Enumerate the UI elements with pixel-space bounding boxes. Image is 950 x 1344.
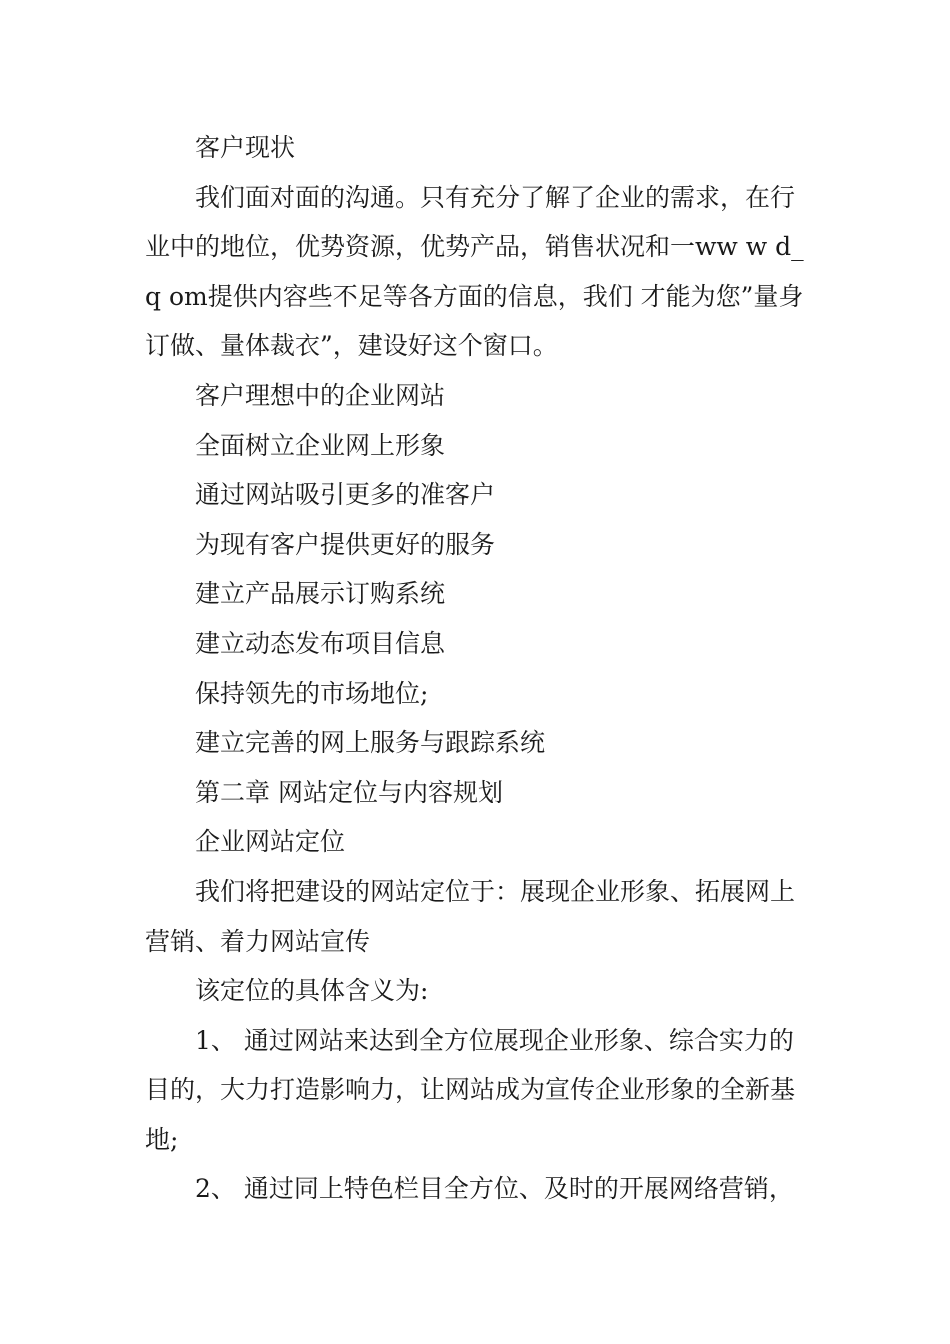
document-body [145,123,809,1214]
numbered-item-2: 2、 通过同上特色栏目全方位、及时的开展网络营销， [195,1174,794,1204]
list-item: 通过网站吸引更多的准客户 [195,480,496,510]
list-item: 建立完善的网上服务与跟踪系统 [195,728,546,758]
section-heading-customer-status: 客户现状 [195,133,296,162]
list-item: 建立动态发布项目信息 [195,628,446,658]
paragraph-positioning: 我们将把建设的网站定位于：展现企业形象、拓展网上营销、着力网站宣传 [145,876,796,956]
section-heading-ideal-website: 客户理想中的企业网站 [195,380,446,410]
list-item: 全面树立企业网上形象 [195,430,446,460]
numbered-item-1: 1、 通过网站来达到全方位展现企业形象、综合实力的目的，大力打造影响力，让网站成为宣传企业形象的全新基地; [145,1025,796,1154]
list-item: 保持领先的市场地位; [195,678,429,708]
paragraph-positioning-meaning: 该定位的具体含义为: [195,976,429,1006]
section-heading-website-positioning: 企业网站定位 [195,827,346,857]
list-item: 建立产品展示订购系统 [195,579,446,609]
list-item: 为现有客户提供更好的服务 [195,529,496,559]
chapter-heading: 第二章 网站定位与内容规划 [195,777,503,807]
paragraph-communication: 我们面对面的沟通。只有充分了解了企业的需求，在行业中的地位，优势资源，优势产品，销售状况和一ww w d_q om提供内容些不足等各方面的信息，我们 才能为您”量身订做、量体裁衣”，建设好这个窗口。 [145,182,804,361]
